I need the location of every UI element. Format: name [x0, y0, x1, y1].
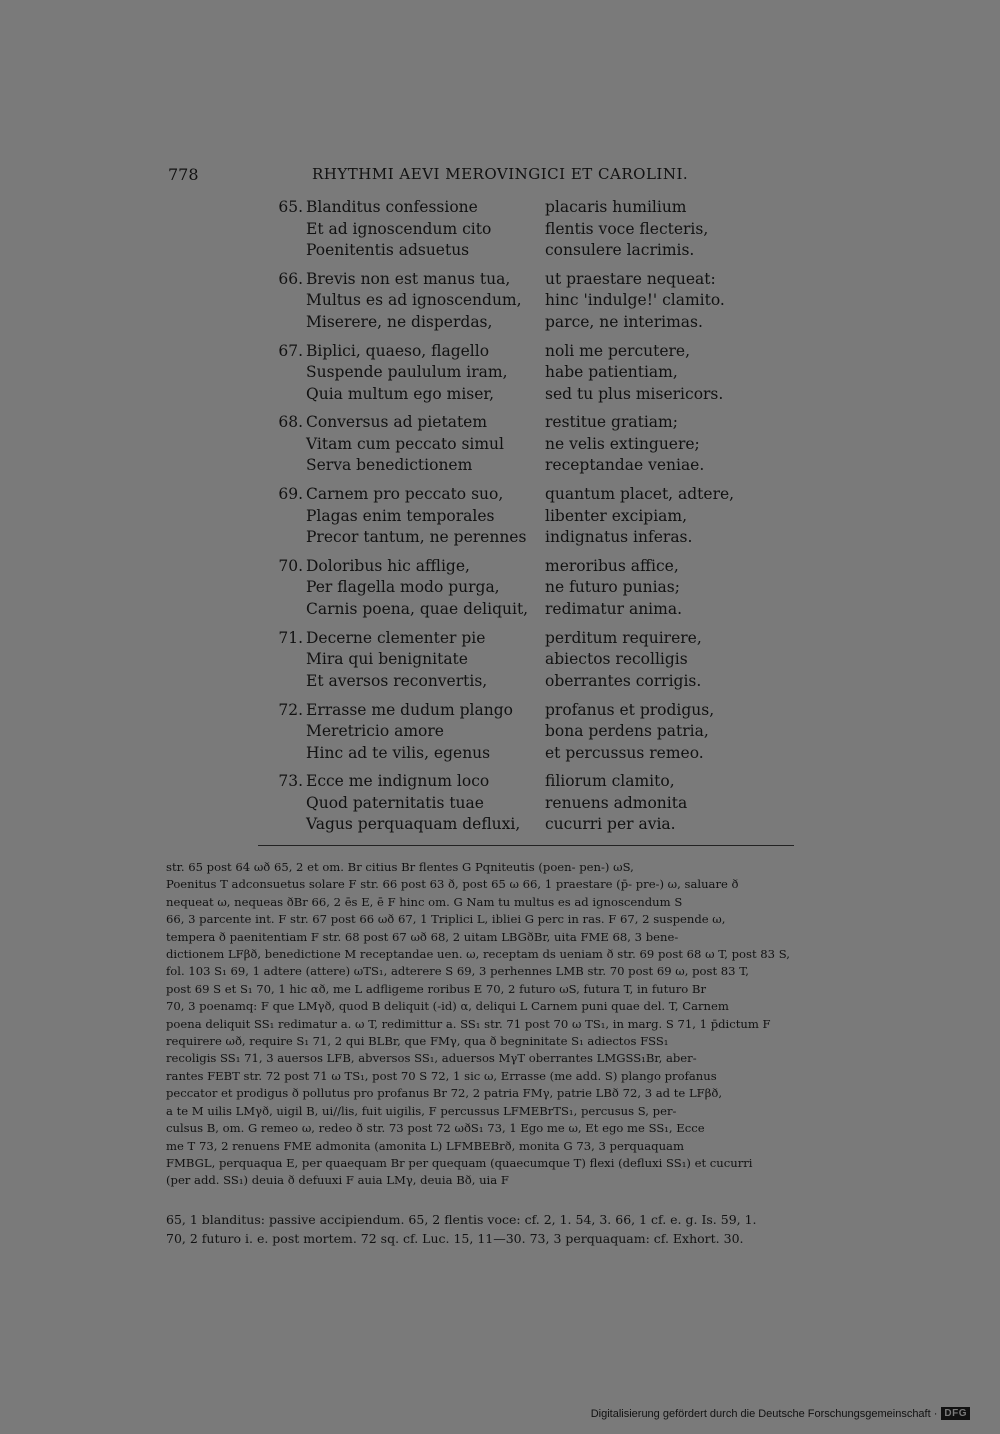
verse-line: profanus et prodigus, [545, 700, 715, 719]
stanza-number: 72. [278, 700, 303, 719]
stanza-68 [270, 412, 790, 484]
verse-line: indignatus inferas. [545, 528, 693, 547]
verse-line: habe patientiam, [545, 363, 678, 382]
stanza-67 [270, 341, 790, 413]
apparatus-line: requirere ωð, require S₁ 71, 2 qui BLBr, que FMγ, qua ð begninitate S₁ adiectos FSS₁ [166, 1034, 669, 1049]
verse-line: Vagus perquaquam defluxi, [306, 815, 521, 834]
running-title: RHYTHMI AEVI MEROVINGICI ET CAROLINI. [312, 165, 689, 183]
stanza-65 [270, 197, 790, 269]
stanza-number: 66. [278, 269, 303, 288]
verse-line: et percussus remeo. [545, 743, 704, 762]
verse-line: Decerne clementer pie [306, 628, 486, 647]
stanza-70 [270, 556, 790, 628]
verse-line: restitue gratiam; [545, 413, 678, 432]
apparatus-line: Poenitus T adconsuetus solare F str. 66 post 63 ð, post 65 ω 66, 1 praestare (p̄- pre-) ω, saluare ð [166, 877, 739, 892]
verse-line: ne velis extinguere; [545, 434, 700, 453]
verse-line: Per flagella modo purga, [306, 578, 500, 597]
stanza-number: 69. [278, 485, 303, 504]
verse-line: sed tu plus misericors. [545, 384, 724, 403]
apparatus-line: recoligis SS₁ 71, 3 auersos LFB, abversos SS₁, aduersos MγT oberrantes LMGSS₁Br, aber- [166, 1051, 697, 1066]
stanza-number: 67. [278, 341, 303, 360]
verse-line: Carnem pro peccato suo, [306, 485, 504, 504]
note-line: 70, 2 futuro i. e. post mortem. 72 sq. cf. Luc. 15, 11—30. 73, 3 perquaquam: cf. Exhort. 30. [166, 1231, 744, 1246]
verse-line: renuens admonita [545, 793, 688, 812]
stanza-73 [270, 771, 790, 843]
stanza-71 [270, 628, 790, 700]
stanza-69 [270, 484, 790, 556]
verse-line: ne futuro punias; [545, 578, 680, 597]
verse-line: Biplici, quaeso, flagello [306, 341, 490, 360]
verse-line: oberrantes corrigis. [545, 671, 702, 690]
apparatus-line: 66, 3 parcente int. F str. 67 post 66 ωð 67, 1 Triplici L, ibliei G perc in ras. F 67, 2 suspende ω, [166, 912, 726, 927]
verse-line: Brevis non est manus tua, [306, 269, 511, 288]
stanza-number: 73. [278, 772, 303, 791]
stanza-72 [270, 700, 790, 772]
stanza-number: 68. [278, 413, 303, 432]
critical-apparatus [166, 859, 838, 1190]
verse-line: Poenitentis adsuetus [306, 241, 470, 259]
apparatus-line: fol. 103 S₁ 69, 1 adtere (attere) ωTS₁, adterere S 69, 3 perhennes LMB str. 70 post 69 ω, post 83 T, [166, 964, 749, 979]
stanza-number: 65. [278, 198, 303, 216]
verse-line: Conversus ad pietatem [306, 413, 488, 432]
verse-line: Suspende paululum iram, [306, 363, 508, 382]
apparatus-line: FMBGL, perquaqua E, per quaequam Br per quequam (quaecumque T) flexi (defluxi SS₁) et cucurri [166, 1155, 753, 1170]
verse-line: libenter excipiam, [545, 506, 688, 525]
commentary-notes [166, 1210, 838, 1248]
apparatus-line: 70, 3 poenamq: F que LMγð, quod B deliquit (-id) α, deliqui L Carnem puni quae del. T, Carnem [166, 999, 729, 1014]
verse-line: Miserere, ne disperdas, [306, 312, 493, 331]
verse-line: ut praestare nequeat: [545, 269, 716, 288]
verse-line: abiectos recolligis [545, 650, 688, 669]
verse-line: Mira qui benignitate [306, 650, 468, 669]
verse-line: Precor tantum, ne perennes [306, 528, 527, 547]
verse-line: noli me percutere, [545, 341, 691, 360]
verse-line: consulere lacrimis. [545, 241, 695, 259]
verse-line: filiorum clamito, [545, 772, 675, 791]
apparatus-line: poena deliquit SS₁ redimatur a. ω T, redimittur a. SS₁ str. 71 post 70 ω TS₁, in marg. S 71, 1 p̄dictum F [166, 1016, 771, 1031]
verse-line: Hinc ad te vilis, egenus [306, 743, 491, 762]
verse-line: Vitam cum peccato simul [306, 434, 504, 453]
apparatus-line: (per add. SS₁) deuia ð defuuxi F auia LMγ, deuia Bð, uia F [166, 1173, 509, 1188]
apparatus-line: culsus B, om. G remeo ω, redeo ð str. 73 post 72 ωðS₁ 73, 1 Ego me ω, Et ego me SS₁, Ecce [166, 1121, 705, 1136]
apparatus-line: str. 65 post 64 ωð 65, 2 et om. Br citius Br flentes G Pqniteutis (poen- pen-) ωS, [166, 860, 634, 874]
verse-line: Multus es ad ignoscendum, [306, 291, 522, 310]
verse-line: quantum placet, adtere, [545, 485, 735, 504]
verse-line: parce, ne interimas. [545, 312, 703, 331]
verse-line: bona perdens patria, [545, 722, 709, 741]
verse-line: Plagas enim temporales [306, 506, 495, 525]
verse-line: Et ad ignoscendum cito [306, 219, 492, 238]
verse-line: perditum requirere, [545, 628, 702, 647]
apparatus-line: rantes FEBT str. 72 post 71 ω TS₁, post 70 S 72, 1 sic ω, Errasse (me add. S) plango profanus [166, 1068, 717, 1083]
apparatus-line: dictionem LFβð, benedictione M receptandae uen. ω, receptam ds ueniam ð str. 69 post 68 ω T, post 83 S, [166, 947, 790, 962]
verse-line: meroribus affice, [545, 556, 679, 575]
verse-line: Blanditus confessione [306, 198, 478, 216]
verse-line: Quod paternitatis tuae [306, 793, 484, 812]
dfg-logo: DFG [941, 1407, 970, 1420]
apparatus-line: peccator et prodigus ð pollutus pro profanus Br 72, 2 patria FMγ, patrie LBð 72, 3 ad te LFβð, [166, 1086, 723, 1101]
verse-line: flentis voce flecteris, [545, 219, 709, 238]
verse-line: redimatur anima. [545, 599, 682, 618]
verse-line: Carnis poena, quae deliquit, [306, 599, 529, 618]
verse-line: Ecce me indignum loco [306, 772, 490, 791]
stanza-number: 70. [278, 556, 303, 575]
apparatus-divider [258, 845, 794, 846]
digitization-credit [591, 1407, 970, 1420]
page-number: 778 [168, 165, 199, 184]
stanza-66 [270, 269, 790, 341]
verse-line: Et aversos reconvertis, [306, 671, 488, 690]
verse-line: hinc 'indulge!' clamito. [545, 291, 725, 310]
apparatus-line: nequeat ω, nequeas ðBr 66, 2 ēs E, ē F hinc om. G Nam tu multus es ad ignoscendum S [166, 894, 683, 909]
apparatus-line: a te M uilis LMγð, uigil B, ui//lis, fuit uigilis, F percussus LFMEBrTS₁, percusus S, per- [166, 1103, 677, 1118]
stanza-number: 71. [278, 628, 303, 647]
poem-stanzas [270, 197, 790, 843]
verse-line: receptandae veniae. [545, 456, 705, 475]
verse-line: Quia multum ego miser, [306, 384, 495, 403]
verse-line: Doloribus hic afflige, [306, 556, 470, 575]
verse-line: placaris humilium [545, 198, 687, 216]
verse-line: Meretricio amore [306, 722, 444, 741]
credit-text: Digitalisierung gefördert durch die Deutsche Forschungsgemeinschaft · [590, 1407, 938, 1420]
apparatus-line: me T 73, 2 renuens FME admonita (amonita L) LFMBEBrð, monita G 73, 3 perquaquam [166, 1138, 684, 1153]
note-line: 65, 1 blanditus: passive accipiendum. 65, 2 flentis voce: cf. 2, 1. 54, 3. 66, 1 cf. e. g. Is. 59, 1. [166, 1212, 757, 1227]
verse-line: Serva benedictionem [306, 456, 473, 475]
apparatus-line: post 69 S et S₁ 70, 1 hic αð, me L adfligeme roribus E 70, 2 futuro ωS, futura T, in futuro Br [166, 981, 706, 996]
apparatus-line: tempera ð paenitentiam F str. 68 post 67 ωð 68, 2 uitam LBGðBr, uita FME 68, 3 bene- [166, 929, 679, 944]
verse-line: cucurri per avia. [545, 815, 676, 834]
verse-line: Errasse me dudum plango [306, 700, 513, 719]
